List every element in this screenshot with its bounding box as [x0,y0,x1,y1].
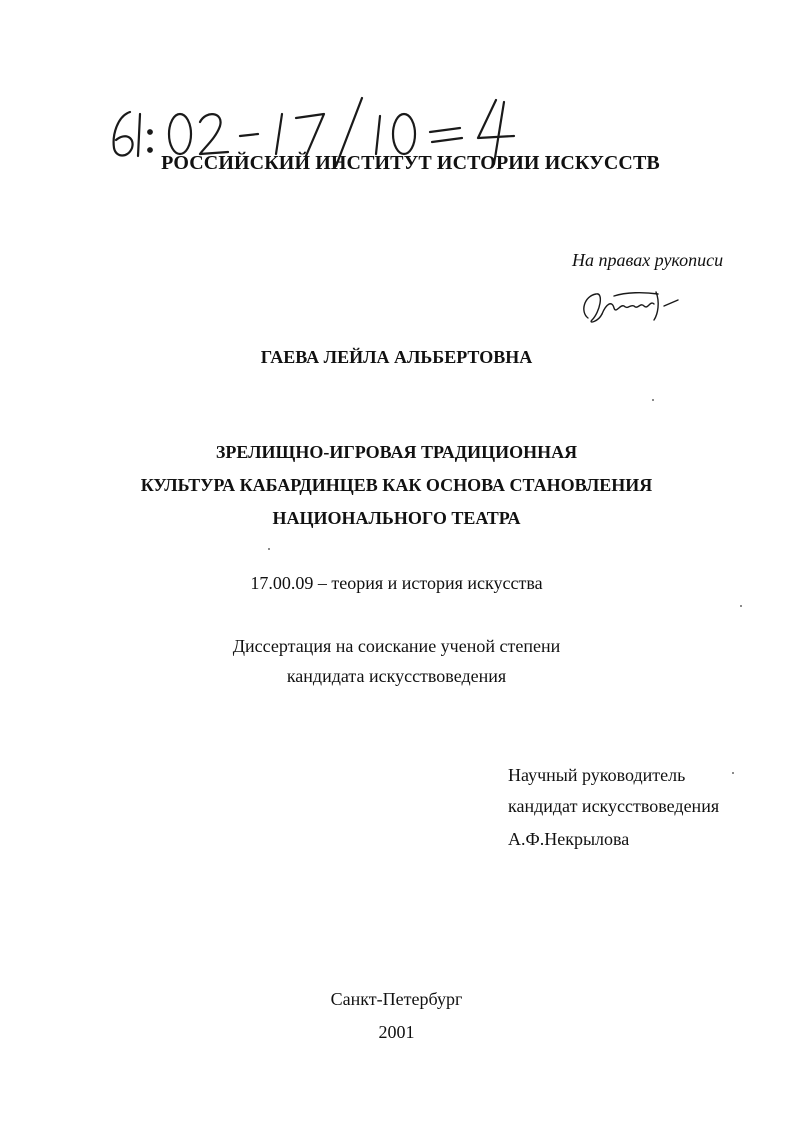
scan-speck [652,399,654,401]
supervisor-degree: кандидат искусствоведения [508,796,720,816]
scan-speck [268,548,270,550]
signature [578,282,688,328]
dissertation-title-line-3: НАЦИОНАЛЬНОГО ТЕАТРА [272,508,521,528]
manuscript-rights-note: На правах рукописи [572,250,724,270]
dissertation-title-line-2: КУЛЬТУРА КАБАРДИНЦЕВ КАК ОСНОВА СТАНОВЛЕНИЯ [140,475,653,495]
dissertation-title-line-1: ЗРЕЛИЩНО-ИГРОВАЯ ТРАДИЦИОННАЯ [215,442,578,462]
degree-line-1: Диссертация на соискание ученой степени [232,636,561,656]
city: Санкт-Петербург [330,989,463,1009]
specialty-code: 17.00.09 – теория и история искусства [250,573,543,593]
supervisor-name: А.Ф.Некрылова [508,829,630,849]
supervisor-role: Научный руководитель [508,765,686,785]
scan-speck [732,772,734,774]
year: 2001 [378,1022,415,1042]
author-name: ГАЕВА ЛЕЙЛА АЛЬБЕРТОВНА [260,347,533,367]
scan-speck [740,605,742,607]
institute-name: РОССИЙСКИЙ ИНСТИТУТ ИСТОРИИ ИСКУССТВ [161,152,660,174]
degree-line-2: кандидата искусствоведения [286,666,507,686]
